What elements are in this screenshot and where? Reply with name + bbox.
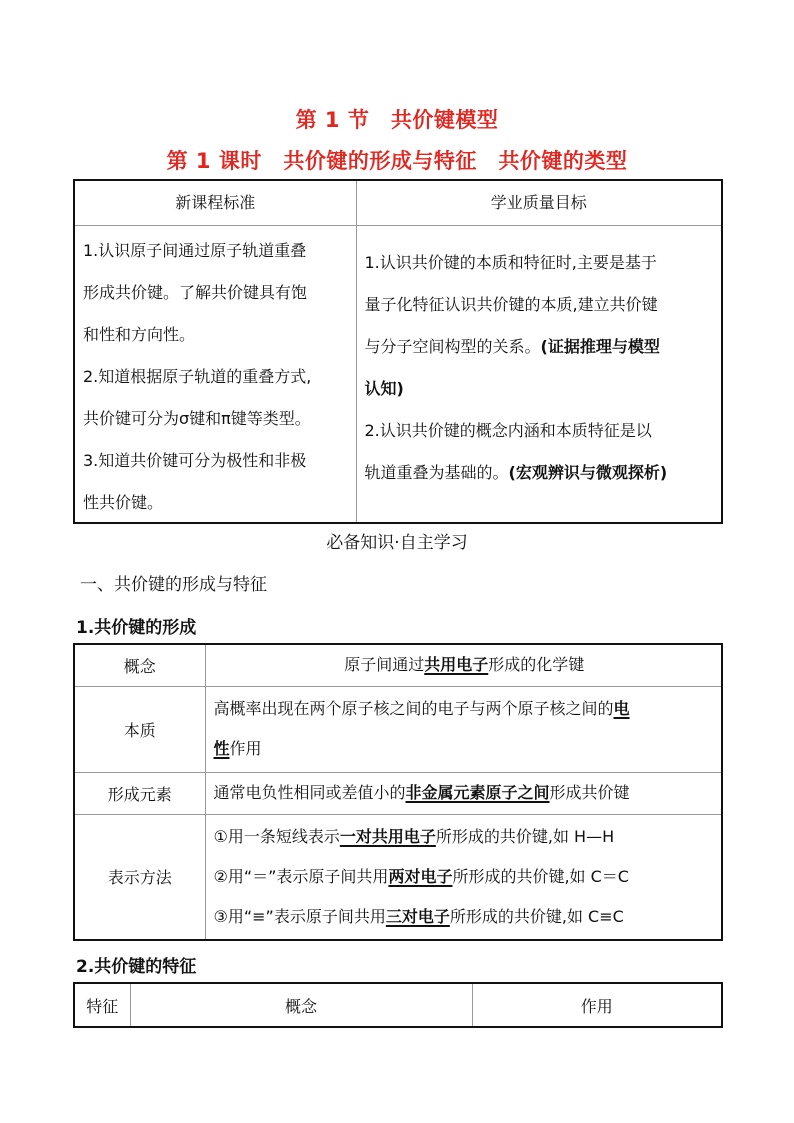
header-quality-goal: 学业质量目标	[356, 180, 722, 226]
standard-line: 和性和方向性。	[83, 325, 196, 344]
curriculum-standard-cell	[74, 226, 356, 524]
goal-line: 量子化特征认识共价键的本质,建立共价键	[364, 295, 658, 314]
goal-line: 2.认识共价键的概念内涵和本质特征是以	[364, 421, 652, 440]
subheading-characteristics: 2.共价键的特征	[76, 957, 197, 977]
standard-line: 性共价键。	[83, 493, 164, 512]
goal-line: 认知)	[364, 379, 404, 398]
header-concept: 概念	[130, 983, 472, 1027]
representation-value: ①用一条短线表示一对共用电子所形成的共价键,如 H—H ②用“＝”表示原子间共用两对电子所形成的共价键,如 C＝C ③用“≡”表示原子间共用三对电子所形成的共价键,如 C≡C	[205, 814, 722, 940]
standard-line: 2.知道根据原子轨道的重叠方式,	[83, 367, 312, 386]
topic-heading: 一、共价键的形成与特征	[80, 575, 267, 595]
essence-value: 高概率出现在两个原子核之间的电子与两个原子核之间的电 性作用	[205, 686, 722, 772]
lesson-title: 第 1 课时 共价键的形成与特征 共价键的类型	[166, 149, 628, 173]
goal-line: 轨道重叠为基础的。(宏观辨识与微观探析)	[364, 463, 668, 482]
goal-line: 1.认识共价键的本质和特征时,主要是基于	[364, 253, 657, 272]
quality-goal-cell	[356, 226, 722, 524]
header-function: 作用	[472, 983, 722, 1027]
standards-table	[73, 179, 723, 524]
concept-value: 原子间通过共用电子形成的化学键	[205, 644, 722, 686]
formation-table	[73, 643, 723, 941]
standard-line: 3.知道共价键可分为极性和非极	[83, 451, 307, 470]
header-curriculum-standard: 新课程标准	[74, 180, 356, 226]
characteristics-table	[73, 982, 723, 1028]
standard-line: 形成共价键。了解共价键具有饱	[83, 283, 308, 302]
row-label-elements: 形成元素	[74, 772, 205, 814]
row-label-essence: 本质	[74, 686, 205, 772]
goal-line: 与分子空间构型的关系。(证据推理与模型	[364, 337, 660, 356]
header-feature: 特征	[74, 983, 130, 1027]
essential-knowledge-heading: 必备知识·自主学习	[326, 533, 468, 553]
row-label-representation: 表示方法	[74, 814, 205, 940]
row-label-concept: 概念	[74, 644, 205, 686]
standard-line: 1.认识原子间通过原子轨道重叠	[83, 241, 307, 260]
standard-line: 共价键可分为σ键和π键等类型。	[83, 409, 311, 428]
subheading-formation: 1.共价键的形成	[76, 618, 197, 638]
section-title: 第 1 节 共价键模型	[295, 108, 499, 132]
elements-value: 通常电负性相同或差值小的非金属元素原子之间形成共价键	[205, 772, 722, 814]
